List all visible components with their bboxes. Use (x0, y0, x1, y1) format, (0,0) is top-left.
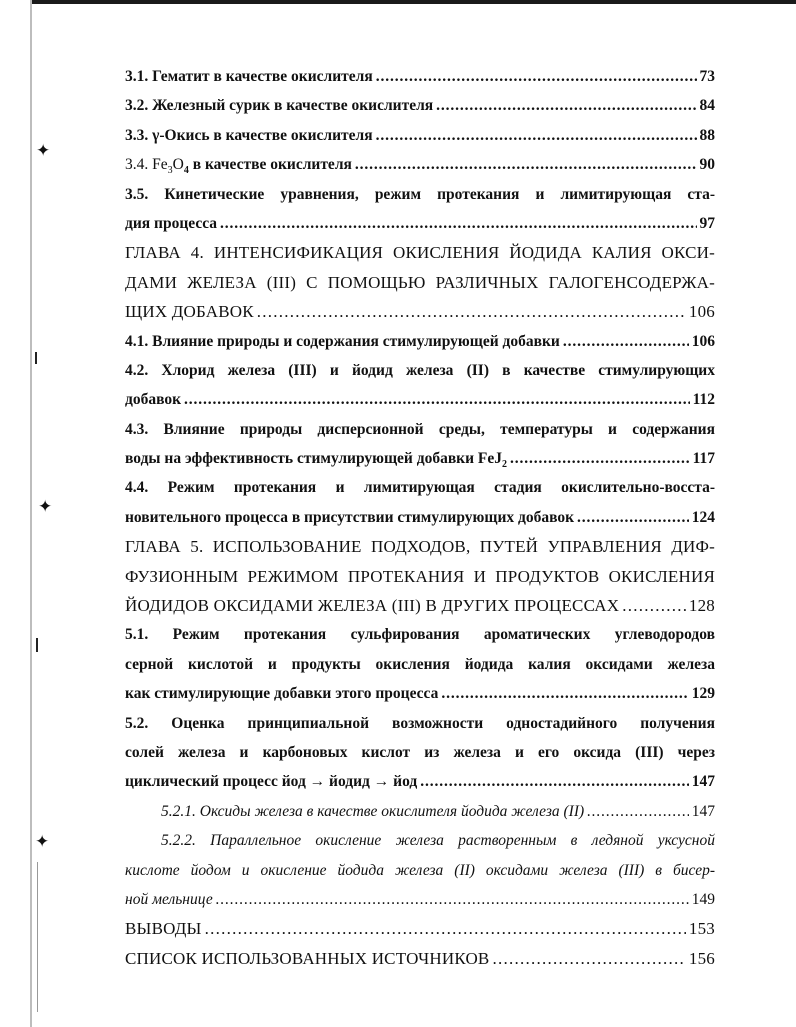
toc-conclusions[interactable]: ВЫВОДЫ . . . 153 (125, 914, 715, 943)
page-number: 129 (691, 685, 715, 703)
toc-entry[interactable]: добавок . . . 112 (125, 385, 715, 414)
page-number: 84 (699, 97, 715, 115)
toc-subentry[interactable]: ной мельнице . . . 149 (125, 885, 715, 914)
toc-entry-line[interactable]: солей железа и карбоновых кислот из железа и его оксида (III) через (125, 743, 715, 761)
leader-dots (257, 297, 686, 326)
leader-dots (184, 385, 690, 414)
leader-dots (205, 914, 686, 943)
chapter-heading[interactable]: ЙОДИДОВ ОКСИДАМИ ЖЕЛЕЗА (III) В ДРУГИХ ПРОЦЕССАХ . . . 128 (125, 591, 715, 620)
toc-entry-line[interactable]: 4.2. Хлорид железа (III) и йодид железа (II) в качестве стимулирующих (125, 361, 715, 379)
toc-subentry-line[interactable]: кислоте йодом и окисление йодида железа (II) оксидами железа (III) в бисер- (125, 861, 715, 879)
toc-entry[interactable]: 4.1. Влияние природы и содержания стимулирующей добавки . . . 106 (125, 327, 715, 356)
chapter-heading-line[interactable]: ДАМИ ЖЕЛЕЗА (III) С ПОМОЩЬЮ РАЗЛИЧНЫХ ГАЛОГЕНСОДЕРЖА- (125, 272, 715, 292)
table-of-contents (125, 62, 715, 973)
leader-dots (577, 503, 689, 532)
toc-references[interactable]: СПИСОК ИСПОЛЬЗОВАННЫХ ИСТОЧНИКОВ . . . 156 (125, 944, 715, 973)
binder-mark-icon: ✦ (38, 497, 53, 516)
leader-dots (563, 327, 689, 356)
leader-dots (376, 121, 697, 150)
chapter-heading-line[interactable]: ГЛАВА 5. ИСПОЛЬЗОВАНИЕ ПОДХОДОВ, ПУТЕЙ УПРАВЛЕНИЯ ДИФ- (125, 537, 715, 557)
toc-subentry-line[interactable]: 5.2.2. Параллельное окисление железа растворенным в ледяной уксусной (161, 832, 715, 850)
scan-artifact (35, 352, 37, 364)
leader-dots (510, 444, 690, 473)
toc-entry[interactable]: 3.4. $Fe_3O_4$ в качестве окислителя . . . 90 (125, 150, 715, 179)
leader-dots (622, 591, 686, 620)
page-number: 117 (692, 450, 715, 468)
page-number: 106 (688, 302, 715, 322)
toc-entry-line[interactable]: 5.1. Режим протекания сульфирования ароматических углеводородов (125, 626, 715, 644)
toc-entry[interactable]: циклический процесс йод → йодид → йод . . . 147 (125, 767, 715, 796)
scan-left-edge (30, 0, 32, 1027)
leader-dots (220, 209, 696, 238)
binder-mark-icon: ✦ (36, 141, 51, 160)
binder-mark-icon: ✦ (35, 832, 50, 851)
toc-entry[interactable]: как стимулирующие добавки этого процесса . . . 129 (125, 679, 715, 708)
page-number: 124 (691, 508, 715, 526)
page-number: 90 (699, 156, 715, 174)
toc-entry-line[interactable]: 4.4. Режим протекания и лимитирующая стадия окислительно-восста- (125, 479, 715, 497)
leader-dots (441, 679, 688, 708)
page-number: 112 (692, 391, 715, 409)
toc-entry[interactable]: воды на эффективность стимулирующей добавки FeJ$_2$ . . . 117 (125, 444, 715, 473)
toc-subentry[interactable]: 5.2.1. Оксиды железа в качестве окислителя йодида железа (II) . . . 147 (125, 797, 715, 826)
toc-entry-line[interactable]: 3.5. Кинетические уравнения, режим протекания и лимитирующая ста- (125, 185, 715, 203)
page-number: 153 (688, 919, 715, 939)
toc-entry-line[interactable]: серной кислотой и продукты окисления йодида калия оксидами железа (125, 655, 715, 673)
leader-dots (587, 797, 689, 826)
scan-top-edge (30, 0, 796, 4)
page-number: 147 (691, 773, 715, 791)
leader-dots (420, 767, 689, 796)
toc-entry[interactable]: 3.2. Железный сурик в качестве окислителя . . . 84 (125, 91, 715, 120)
leader-dots (436, 91, 696, 120)
chapter-heading[interactable]: ЩИХ ДОБАВОК . . . 106 (125, 297, 715, 326)
scan-artifact (36, 638, 38, 652)
toc-entry[interactable]: 3.3. γ-Окись в качестве окислителя . . . 88 (125, 121, 715, 150)
toc-entry[interactable]: дия процесса . . . 97 (125, 209, 715, 238)
page-number: 106 (691, 332, 715, 350)
toc-entry[interactable]: 3.1. Гематит в качестве окислителя . . . 73 (125, 62, 715, 91)
toc-entry[interactable]: новительного процесса в присутствии стимулирующих добавок . . . 124 (125, 503, 715, 532)
page-number: 97 (699, 214, 715, 232)
scan-artifact (37, 862, 38, 1012)
page-number: 156 (688, 948, 715, 968)
leader-dots (376, 62, 697, 91)
toc-entry-line[interactable]: 4.3. Влияние природы дисперсионной среды, температуры и содержания (125, 420, 715, 438)
page-number: 128 (688, 596, 715, 616)
leader-dots (492, 944, 685, 973)
chapter-heading-line[interactable]: ГЛАВА 4. ИНТЕНСИФИКАЦИЯ ОКИСЛЕНИЯ ЙОДИДА КАЛИЯ ОКСИ- (125, 243, 715, 263)
page-number: 149 (691, 890, 715, 908)
leader-dots (355, 150, 697, 179)
chapter-heading-line[interactable]: ФУЗИОННЫМ РЕЖИМОМ ПРОТЕКАНИЯ И ПРОДУКТОВ ОКИСЛЕНИЯ (125, 566, 715, 586)
page-number: 88 (699, 126, 715, 144)
page-number: 73 (699, 68, 715, 85)
page-number: 147 (691, 802, 715, 820)
leader-dots (216, 885, 689, 914)
toc-entry-line[interactable]: 5.2. Оценка принципиальной возможности одностадийного получения (125, 714, 715, 732)
